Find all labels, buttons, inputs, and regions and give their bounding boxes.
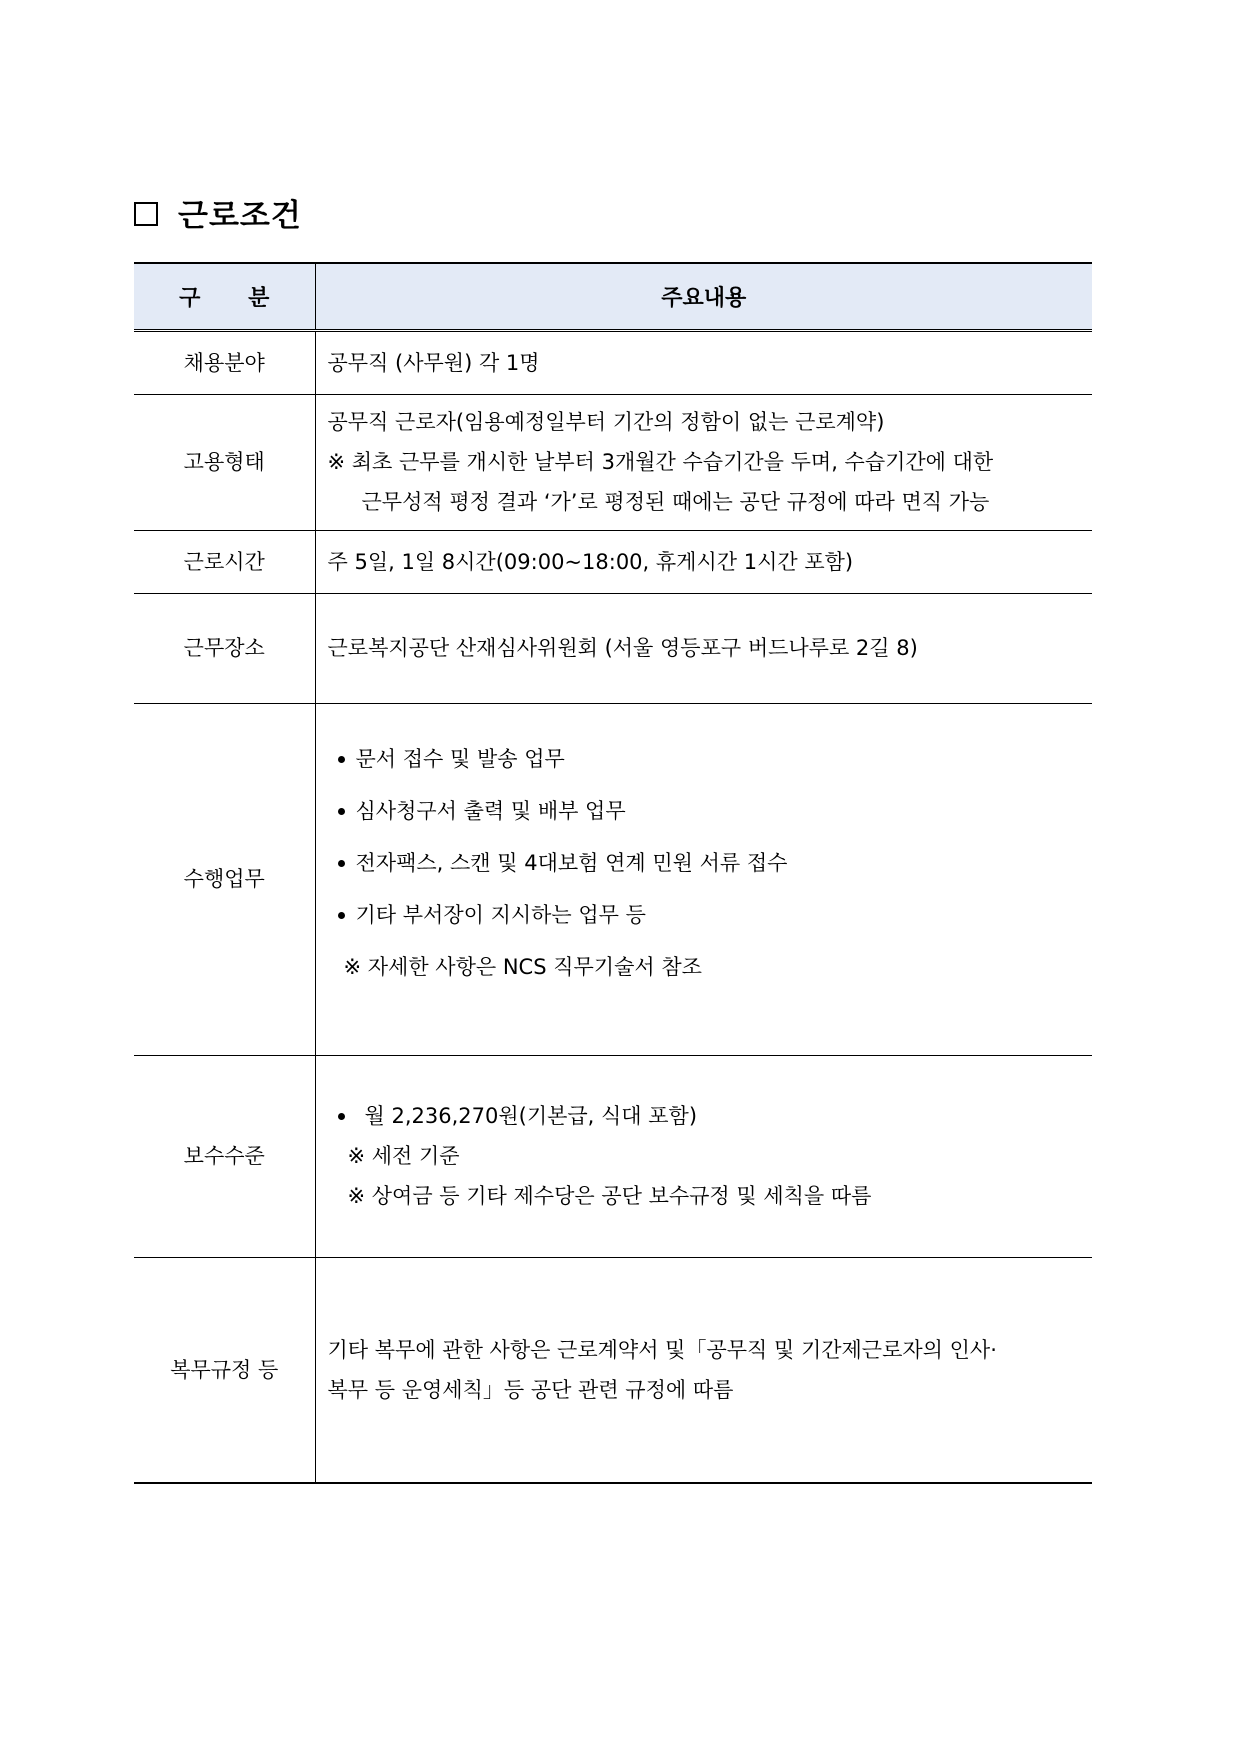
row-label-hours: 근로시간 — [134, 530, 315, 593]
task-text: 문서 접수 및 발송 업무 — [355, 747, 565, 771]
bullet-icon — [338, 808, 345, 815]
table-row-pay — [134, 1055, 1092, 1257]
employment-line-3: 근무성적 평정 결과 ‘가’로 평정된 때에는 공단 규정에 따라 면직 가능 — [361, 490, 990, 514]
bullet-icon — [338, 912, 345, 919]
table-row-duty — [134, 1257, 1092, 1483]
list-item — [328, 1096, 1085, 1136]
pay-list — [328, 1096, 1085, 1216]
duty-line-2: 복무 등 운영세칙」등 공단 관련 규정에 따름 — [327, 1377, 734, 1402]
task-text: 기타 부서장이 지시하는 업무 등 — [355, 903, 646, 927]
employment-line-2: ※ 최초 근무를 개시한 날부터 3개월간 수습기간을 두며, 수습기간에 대한 — [327, 450, 994, 474]
pay-note-1: ※ 세전 기준 — [347, 1144, 460, 1168]
task-list — [328, 725, 1085, 1033]
row-content-location: 근로복지공단 산재심사위원회 (서울 영등포구 버드나루로 2길 8) — [315, 593, 1092, 703]
row-label-location: 근무장소 — [134, 593, 315, 703]
table-row-tasks — [134, 703, 1092, 1055]
list-item — [328, 837, 1085, 889]
row-label-duty: 복무규정 등 — [134, 1257, 315, 1483]
list-item — [328, 785, 1085, 837]
task-note: ※ 자세한 사항은 NCS 직무기술서 참조 — [343, 955, 702, 979]
duty-line-1: 기타 복무에 관한 사항은 근로계약서 및「공무직 및 기간제근로자의 인사· — [327, 1337, 997, 1362]
list-item — [328, 889, 1085, 941]
row-content-tasks — [315, 703, 1092, 1055]
task-text: 전자팩스, 스캔 및 4대보험 연계 민원 서류 접수 — [355, 851, 788, 875]
row-content-employment — [315, 394, 1092, 530]
table-header-row — [134, 263, 1092, 330]
header-content: 주요내용 — [315, 263, 1092, 330]
table-row-employment — [134, 394, 1092, 530]
row-content-hours: 주 5일, 1일 8시간(09:00~18:00, 휴게시간 1시간 포함) — [315, 530, 1092, 593]
bullet-icon — [338, 756, 345, 763]
list-item — [328, 733, 1085, 785]
row-label-pay: 보수수준 — [134, 1055, 315, 1257]
row-label-employment: 고용형태 — [134, 394, 315, 530]
table-row-field — [134, 330, 1092, 394]
bullet-icon — [338, 1113, 345, 1120]
checkbox-icon — [134, 202, 158, 226]
pay-note-2: ※ 상여금 등 기타 제수당은 공단 보수규정 및 세칙을 따름 — [347, 1184, 872, 1208]
bullet-icon — [338, 860, 345, 867]
row-label-field: 채용분야 — [134, 330, 315, 394]
row-label-tasks: 수행업무 — [134, 703, 315, 1055]
task-text: 심사청구서 출력 및 배부 업무 — [355, 799, 626, 823]
table-row-location — [134, 593, 1092, 703]
section-title: 근로조건 — [178, 197, 302, 234]
section-heading — [134, 190, 302, 234]
working-conditions-table — [134, 262, 1092, 1484]
pay-text: 월 2,236,270원(기본급, 식대 포함) — [364, 1104, 698, 1128]
row-content-duty — [315, 1257, 1092, 1483]
header-category: 구 분 — [134, 263, 315, 330]
row-content-field: 공무직 (사무원) 각 1명 — [315, 330, 1092, 394]
table-row-hours — [134, 530, 1092, 593]
employment-line-1: 공무직 근로자(임용예정일부터 기간의 정함이 없는 근로계약) — [327, 410, 885, 434]
row-content-pay — [315, 1055, 1092, 1257]
